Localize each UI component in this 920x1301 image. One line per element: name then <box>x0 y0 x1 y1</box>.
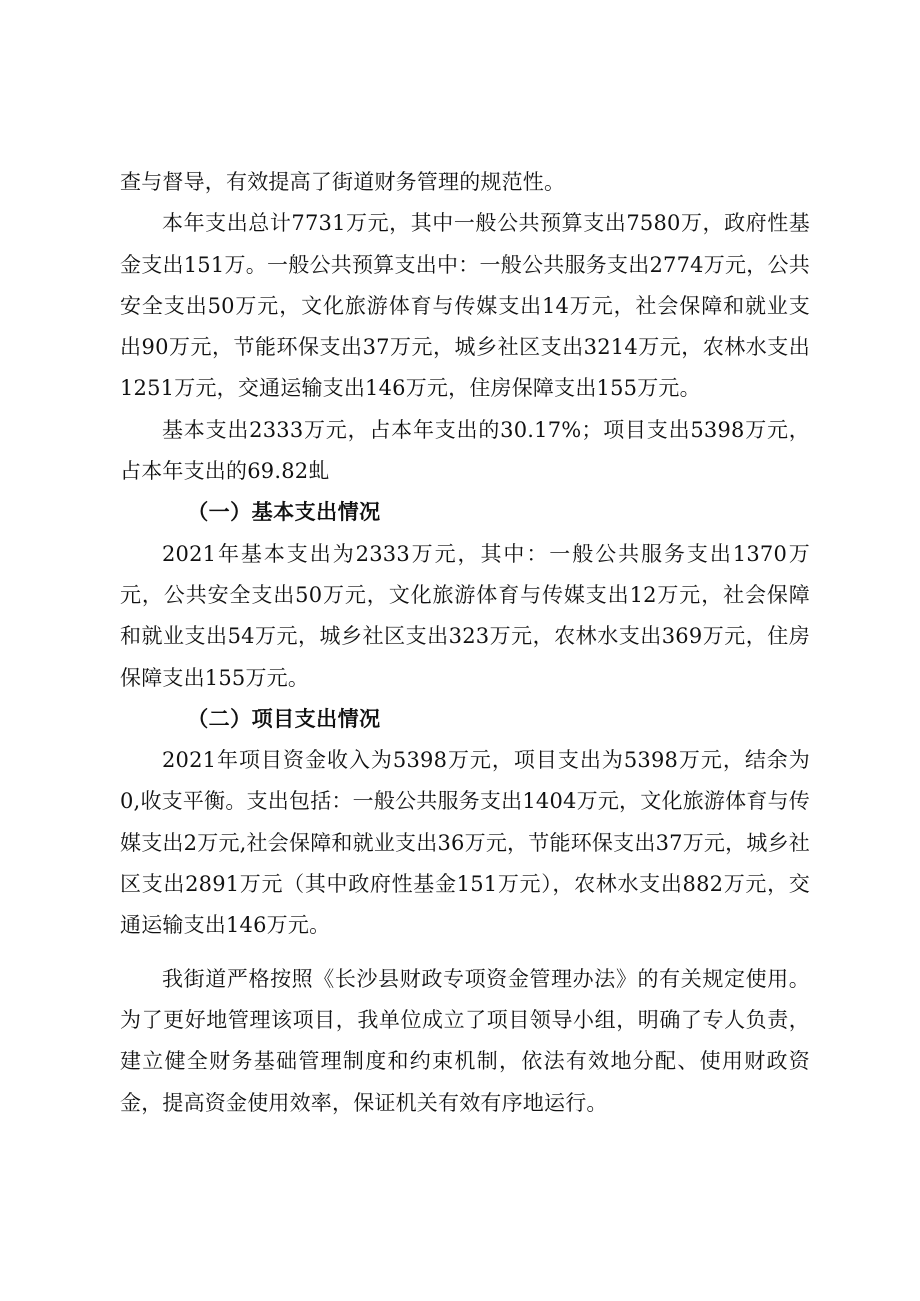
paragraph-expenditure-ratio: 基本支出2333万元，占本年支出的30.17%；项目支出5398万元，占本年支出的69.82虬 <box>120 417 810 484</box>
section-heading-project-expenditure: （二）项目支出情况 <box>187 706 381 731</box>
paragraph-total-expenditure: 本年支出总计7731万元，其中一般公共预算支出7580万，政府性基金支出151万。一般公共预算支出中：一般公共服务支出2774万元，公共安全支出50万元，文化旅游体育与传媒支出14万元，社会保障和就业支出90万元，节能环保支出37万元，城乡社区支出3214万元，农林水支出1251万元，交通运输支出146万元，住房保障支出155万元。 <box>120 211 810 401</box>
paragraph-project-expenditure: 2021年项目资金收入为5398万元，项目支出为5398万元，结余为0,收支平衡。支出包括：一般公共服务支出1404万元，文化旅游体育与传媒支出2万元,社会保障和就业支出36万元，节能环保支出37万元，城乡社区支出2891万元（其中政府性基金151万元），农林水支出882万元，交通运输支出146万元。 <box>120 748 810 938</box>
document-body <box>120 162 810 1124</box>
paragraph-fund-management: 我街道严格按照《长沙县财政专项资金管理办法》的有关规定使用。为了更好地管理该项目，我单位成立了项目领导小组，明确了专人负责，建立健全财务基础管理制度和约束机制，依法有效地分配、使用财政资金，提高资金使用效率，保证机关有效有序地运行。 <box>120 966 810 1115</box>
paragraph-basic-expenditure: 2021年基本支出为2333万元，其中：一般公共服务支出1370万元，公共安全支出50万元，文化旅游体育与传媒支出12万元，社会保障和就业支出54万元，城乡社区支出323万元，农林水支出369万元，住房保障支出155万元。 <box>120 541 810 690</box>
paragraph-continuation: 查与督导，有效提高了街道财务管理的规范性。 <box>120 170 566 194</box>
section-heading-basic-expenditure: （一）基本支出情况 <box>187 500 381 525</box>
